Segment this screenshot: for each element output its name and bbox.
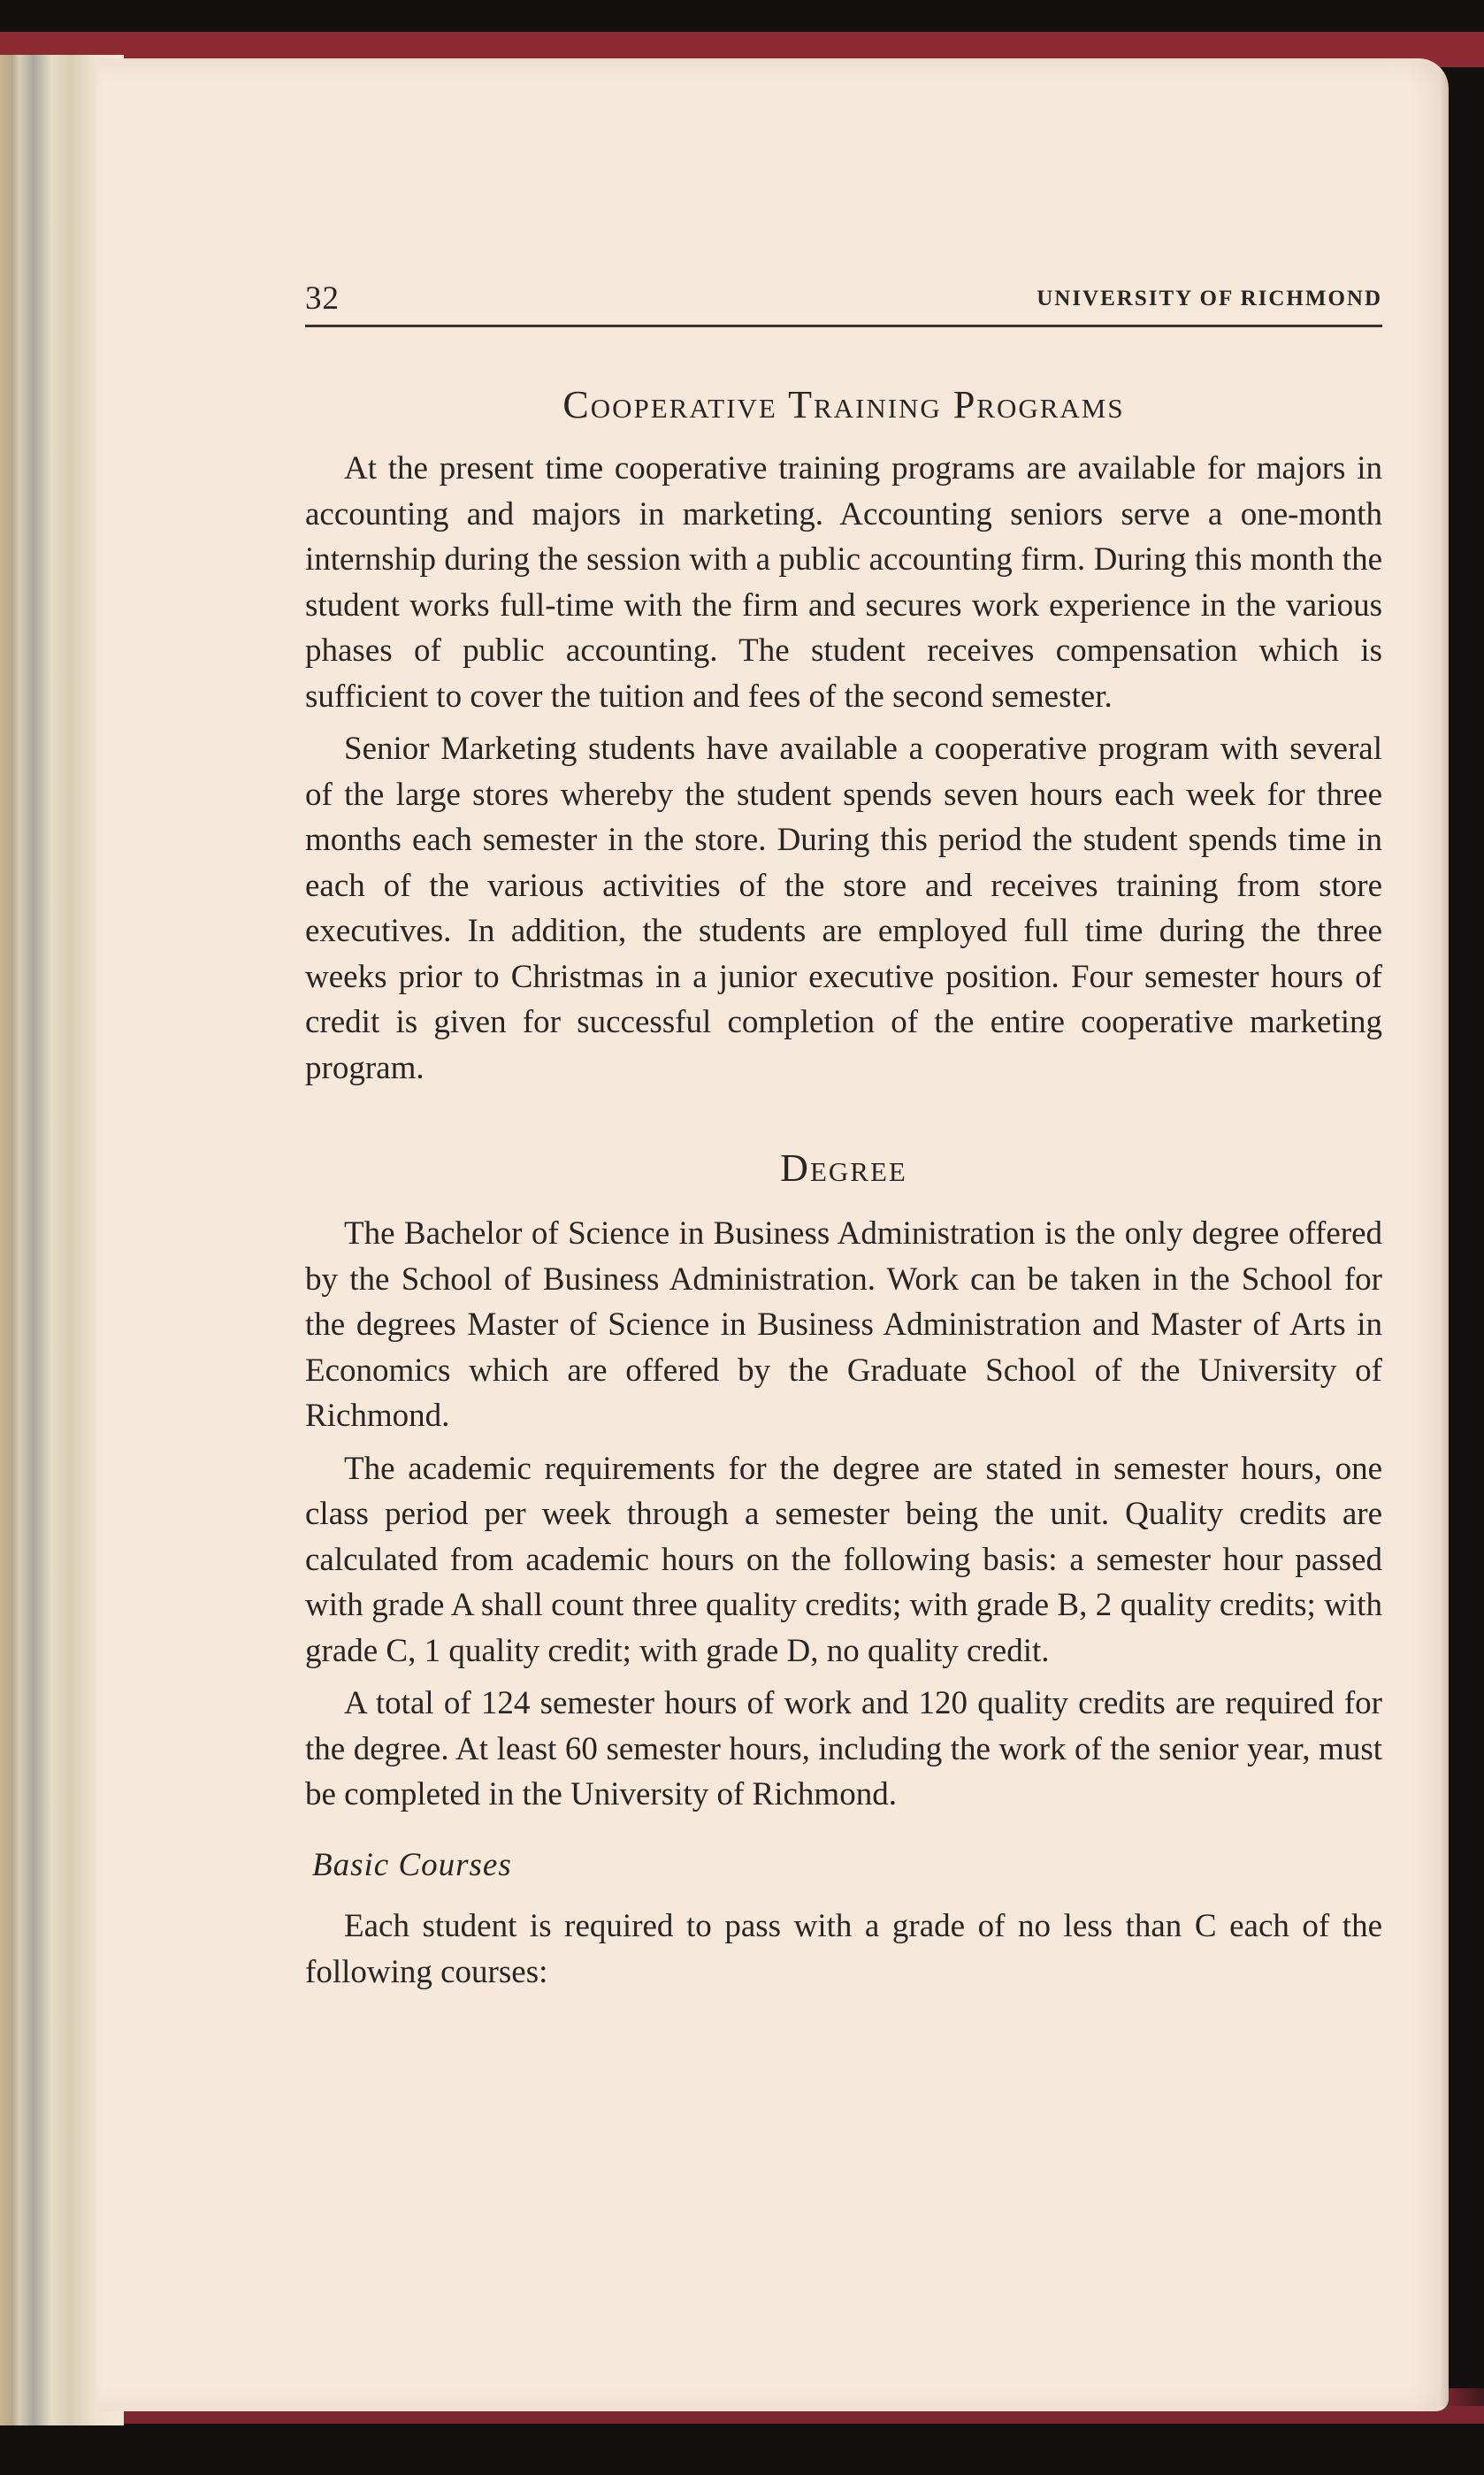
page-right-shadow [1440, 71, 1484, 2406]
running-head [305, 274, 1382, 324]
section-heading-degree: Degree [780, 1146, 907, 1190]
section-heading-cooperative-training: Cooperative Training Programs [562, 383, 1125, 426]
paragraph-basic-courses: Each student is required to pass with a grade of no less than C each of the following courses: [305, 1908, 1382, 1990]
page-content [305, 373, 1382, 2002]
paragraph-degree-2: The academic requirements for the degree are stated in semester hours, one class period per week through a semester being the unit. Quality credits are calculated from academic hours on the following basis: a semester hour passed with grade A shall count three quality credits; with grade B, 2 quality credits; with grade C, 1 quality credit; with grade D, no quality credit. [305, 1450, 1382, 1669]
paragraph-cooperative-2: Senior Marketing students have available a cooperative program with several of the large stores whereby the student spends seven hours each week for three months each semester in the store. During this period the student spends time in each of the various activities of the store and receives training from store executives. In addition, the students are employed full time during the three weeks prior to Christmas in a junior executive position. Four semester hours of credit is given for successful completion of the entire cooperative marketing program. [305, 731, 1382, 1086]
paragraph-degree-1: The Bachelor of Science in Business Administration is the only degree offered by the School of Business Administration. Work can be taken in the School for the degrees Master of Science in Business Administration and Master of Arts in Economics which are offered by the Graduate School of the University of Richmond. [305, 1215, 1382, 1434]
subheading-basic-courses: Basic Courses [312, 1846, 512, 1883]
page-number: 32 [305, 280, 340, 317]
paragraph-degree-3: A total of 124 semester hours of work and 120 quality credits are required for the degree. At least 60 semester hours, including the work of the senior year, must be completed in the University of Richmond. [305, 1685, 1382, 1812]
paragraph-cooperative-1: At the present time cooperative training programs are available for majors in accounting and majors in marketing. Accounting seniors serve a one-month internship during the session with a public accounting firm. During this month the student works full-time with the firm and secures work experience in the various phases of public accounting. The student receives compensation which is sufficient to cover the tuition and fees of the second semester. [305, 450, 1382, 715]
header-rule [305, 325, 1382, 327]
header-title: UNIVERSITY OF RICHMOND [1037, 287, 1382, 310]
